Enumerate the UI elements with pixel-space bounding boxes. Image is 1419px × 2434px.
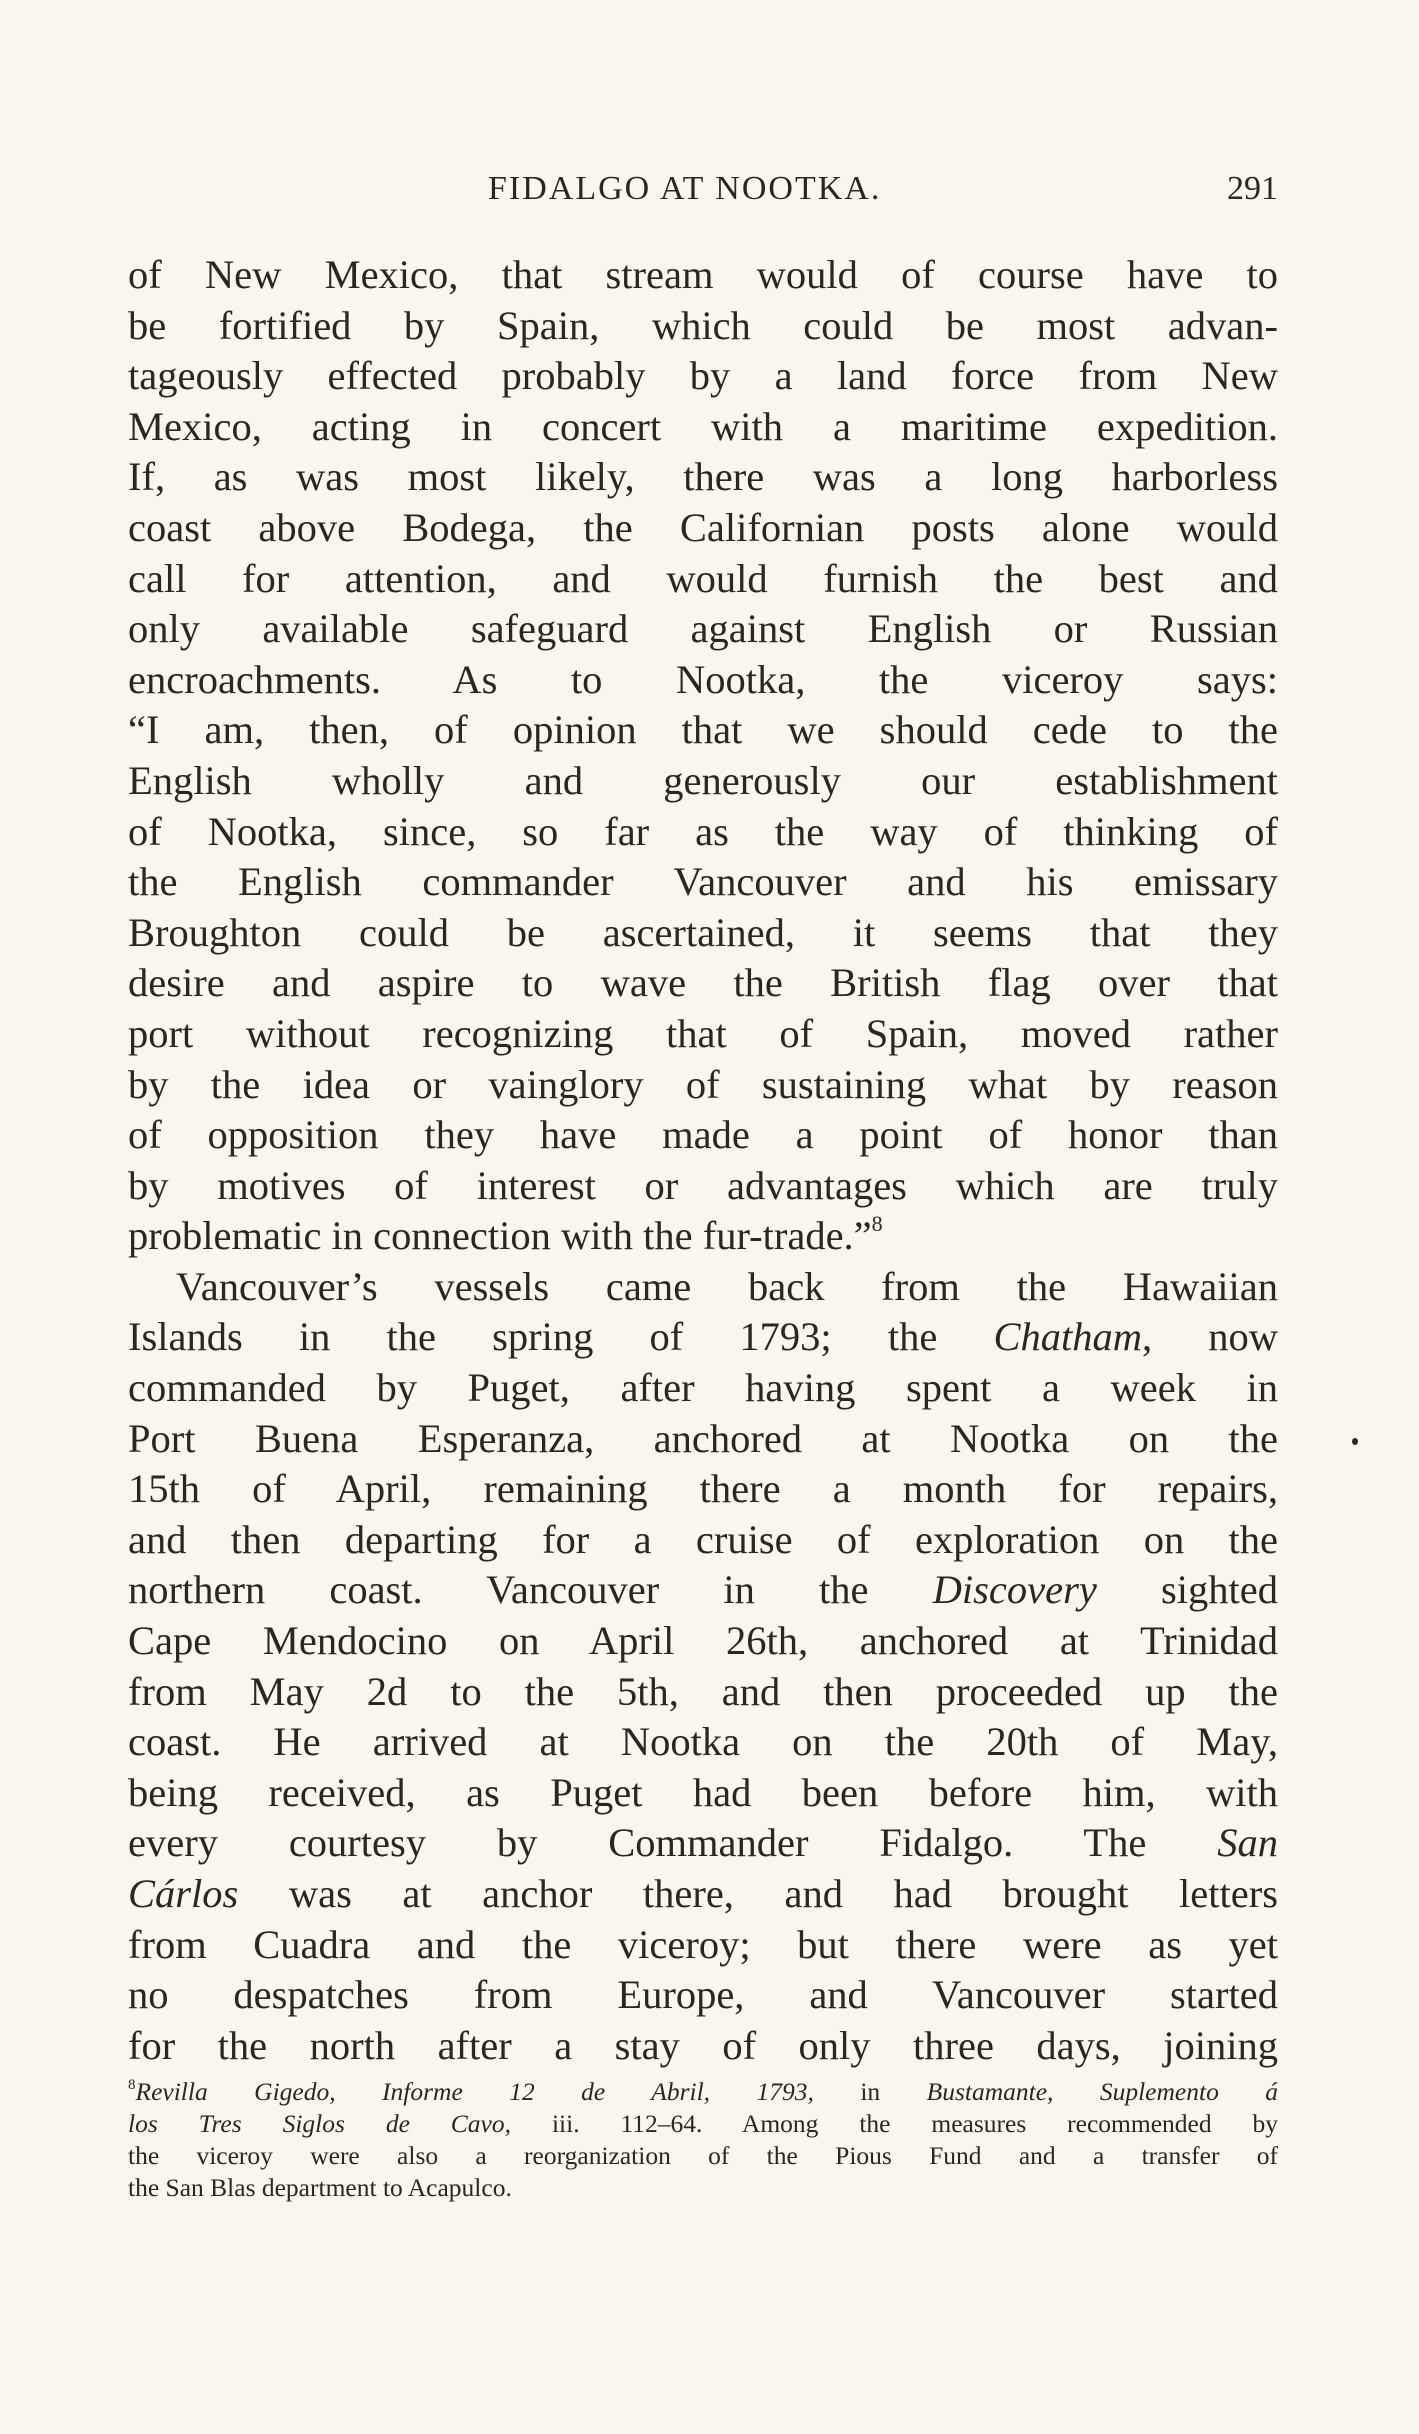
paragraph-first-line: Vancouver’s vessels came back from the Hawaiian (176, 1263, 1278, 1309)
text-line: coast. He arrived at Nootka on the 20th of May, (128, 1719, 1278, 1765)
line-text: problematic in connection with the fur-trade.” (128, 1213, 872, 1259)
text-line: being received, as Puget had been before him, with (128, 1769, 1278, 1815)
footnote-line: the San Blas department to Acapulco. (128, 2173, 512, 2202)
text-line: Cape Mendocino on April 26th, anchored at Trinidad (128, 1618, 1278, 1664)
text-line: encroachments. As to Nootka, the viceroy says: (128, 656, 1278, 702)
text-line: desire and aspire to wave the British flag over that (128, 960, 1278, 1006)
footnote (128, 2076, 1278, 2204)
body-text (128, 250, 1278, 2071)
citation-title: Bustamante, Suplemento á (926, 2077, 1279, 2106)
text-line: and then departing for a cruise of exploration on the (128, 1516, 1278, 1562)
line-text: northern coast. Vancouver in the (128, 1567, 869, 1613)
running-title: FIDALGO AT NOOTKA. (488, 170, 882, 207)
text-line: Port Buena Esperanza, anchored at Nootka on the (128, 1415, 1278, 1461)
line-text: Islands in the spring of 1793; the (128, 1314, 938, 1360)
text-line: call for attention, and would furnish the best and (128, 555, 1278, 601)
text-line: commanded by Puget, after having spent a week in (128, 1365, 1278, 1411)
footnote-text: iii. 112–64. Among the measures recommended by (551, 2109, 1279, 2138)
footnote-text: in (860, 2077, 881, 2106)
text-line: If, as was most likely, there was a long harborless (128, 454, 1278, 500)
line-text: sighted (1161, 1567, 1278, 1613)
text-line: coast above Bodega, the Californian posts alone would (128, 504, 1278, 550)
ship-name: Chatham (993, 1314, 1142, 1360)
line-text: , now (1142, 1314, 1279, 1360)
text-line: Broughton could be ascertained, it seems that they (128, 909, 1278, 955)
footnote-line: the viceroy were also a reorganization of the Pious Fund and a transfer of (128, 2141, 1278, 2170)
line-text: was at anchor there, and had brought letters (288, 1871, 1278, 1916)
line-text: every courtesy by Commander Fidalgo. The (128, 1820, 1147, 1866)
text-line (128, 1211, 1278, 1262)
text-line: of opposition they have made a point of honor than (128, 1112, 1278, 1158)
text-line (128, 1869, 1278, 1920)
text-line: of New Mexico, that stream would of course have to (128, 252, 1278, 297)
ship-name: Discovery (932, 1567, 1097, 1613)
text-line: 15th of April, remaining there a month for repairs, (128, 1466, 1278, 1512)
text-line: of Nootka, since, so far as the way of thinking of (128, 808, 1278, 854)
citation-title: los Tres Siglos de Cavo, (128, 2109, 512, 2138)
footnote-mark: 8 (128, 2077, 136, 2093)
page-number: 291 (1227, 170, 1278, 207)
text-line: for the north after a stay of only three days, joining (128, 2022, 1278, 2068)
text-line: port without recognizing that of Spain, moved rather (128, 1010, 1278, 1056)
ship-name: San (1217, 1820, 1279, 1866)
ship-name: Cárlos (128, 1871, 239, 1916)
footnote-line (128, 2108, 1278, 2140)
text-line (128, 1565, 1278, 1616)
text-line (128, 1818, 1278, 1869)
text-line: from Cuadra and the viceroy; but there were as yet (128, 1921, 1278, 1967)
text-line: “I am, then, of opinion that we should cede to the (128, 707, 1278, 753)
text-line (128, 1312, 1278, 1363)
running-head (128, 170, 1278, 218)
text-line: no despatches from Europe, and Vancouver started (128, 1972, 1278, 2018)
text-line: Mexico, acting in concert with a maritime expedition. (128, 403, 1278, 449)
text-line: tageously effected probably by a land force from New (128, 353, 1278, 399)
text-line: English wholly and generously our establishment (128, 757, 1278, 803)
text-line: the English commander Vancouver and his emissary (128, 859, 1278, 905)
footnote-line (128, 2076, 1278, 2108)
text-line: by the idea or vainglory of sustaining what by reason (128, 1061, 1278, 1107)
text-line: be fortified by Spain, which could be most advan- (128, 302, 1278, 348)
margin-mark (1352, 1438, 1358, 1445)
text-line: from May 2d to the 5th, and then proceeded up the (128, 1668, 1278, 1714)
text-line: by motives of interest or advantages which are truly (128, 1162, 1278, 1208)
citation-title: Revilla Gigedo, Informe 12 de Abril, 1793, (135, 2077, 814, 2106)
footnote-reference: 8 (871, 1211, 883, 1237)
text-line: only available safeguard against English or Russian (128, 606, 1278, 652)
